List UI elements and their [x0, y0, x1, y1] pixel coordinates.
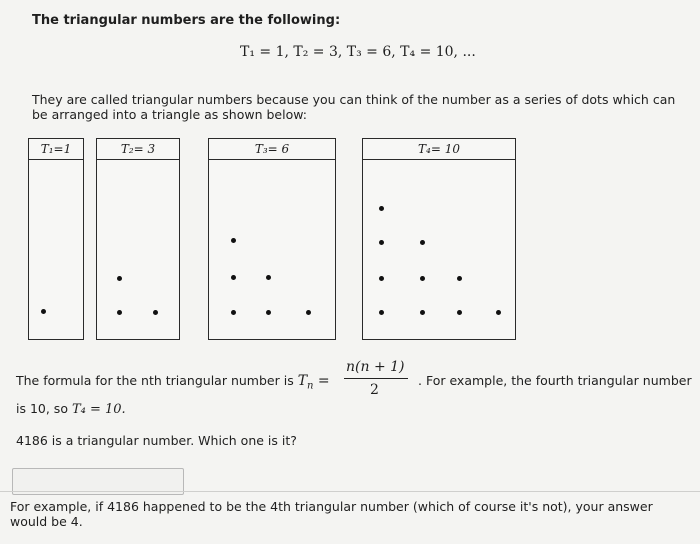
dot — [379, 206, 384, 211]
box-t3-label: T₃= 6 — [209, 139, 335, 160]
dot — [231, 275, 236, 280]
formula-line-2 — [16, 401, 126, 417]
formula-prefix: The formula for the nth triangular number is — [16, 373, 298, 388]
dot — [379, 240, 384, 245]
formula-suffix: . For example, the fourth triangular number — [418, 373, 692, 388]
dot — [420, 276, 425, 281]
dot — [231, 310, 236, 315]
question-text: 4186 is a triangular number. Which one is it? — [16, 433, 297, 448]
box-t2-label: T₂= 3 — [97, 139, 179, 160]
dot — [457, 276, 462, 281]
divider — [0, 491, 700, 492]
dot — [496, 310, 501, 315]
dot — [266, 310, 271, 315]
box-t2 — [96, 138, 180, 340]
formula-denominator: 2 — [370, 382, 379, 398]
formula-line2-math: T₄ = 10. — [71, 402, 126, 417]
formula-line-1 — [16, 373, 330, 392]
dot — [153, 310, 158, 315]
formula-numerator: n(n + 1) — [346, 359, 405, 375]
dot — [306, 310, 311, 315]
box-t1 — [28, 138, 84, 340]
dot — [420, 310, 425, 315]
dot — [266, 275, 271, 280]
fraction-bar — [344, 378, 408, 379]
example-note: For example, if 4186 happened to be the 4th triangular number (which of course it's not), your answer would be 4. — [10, 499, 653, 529]
box-t4-label: T₄= 10 — [363, 139, 515, 160]
dot — [379, 276, 384, 281]
dot — [457, 310, 462, 315]
formula-line2-prefix: is 10, so — [16, 401, 72, 416]
formula-lhs: T — [297, 373, 308, 389]
formula-lhs-sub: n — [307, 380, 314, 392]
dot — [231, 238, 236, 243]
dot — [420, 240, 425, 245]
dot — [117, 276, 122, 281]
explanation-text: They are called triangular numbers because you can think of the number as a series of dots which can be arranged into a triangle as shown below: — [32, 92, 676, 122]
box-t3 — [208, 138, 336, 340]
box-t1-label: T₁=1 — [29, 139, 83, 160]
dot — [41, 309, 46, 314]
box-t4 — [362, 138, 516, 340]
intro-text: The triangular numbers are the following: — [32, 13, 341, 28]
triangular-sequence: T₁ = 1, T₂ = 3, T₃ = 6, T₄ = 10, ... — [240, 44, 476, 60]
dot — [117, 310, 122, 315]
dot — [379, 310, 384, 315]
formula-equals: = — [313, 373, 330, 389]
